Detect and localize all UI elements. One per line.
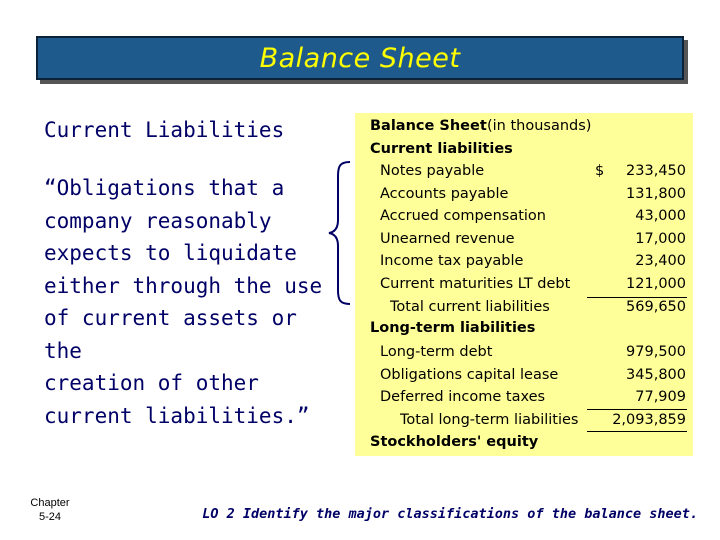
chapter-page: 5-24: [38, 511, 62, 523]
row-label: Accrued compensation: [380, 208, 546, 224]
current-liabilities-heading: Current Liabilities: [44, 118, 285, 142]
definition-line: company reasonably: [44, 208, 272, 233]
table-row: [355, 344, 693, 366]
row-amount: 233,450: [626, 163, 686, 179]
table-row: [355, 186, 693, 208]
row-amount: 979,500: [626, 344, 686, 360]
table-row: [355, 389, 693, 411]
equity-heading-label: Stockholders' equity: [370, 434, 539, 450]
header-sub: (in thousands): [487, 118, 592, 134]
total-amount: 569,650: [626, 299, 686, 315]
total-row: [355, 299, 693, 321]
table-row: [355, 231, 693, 253]
table-row: [355, 253, 693, 275]
row-label: Income tax payable: [380, 253, 524, 269]
row-amount: 121,000: [626, 276, 686, 292]
table-row: [355, 208, 693, 230]
definition-line: creation of other: [44, 371, 259, 395]
row-label: Obligations capital lease: [380, 367, 559, 383]
total-underline: [587, 297, 687, 298]
definition-line: either through the use: [44, 273, 323, 298]
current-heading-label: Current liabilities: [370, 141, 513, 157]
table-row: [355, 367, 693, 389]
balance-sheet-panel: [355, 113, 693, 456]
total-amount: 2,093,859: [612, 412, 686, 428]
chapter-label: [18, 496, 82, 524]
definition-line: current liabilities.”: [44, 403, 310, 428]
table-row: [355, 276, 693, 298]
total-underline: [587, 409, 687, 410]
chapter-word: Chapter: [30, 497, 70, 509]
row-label: Unearned revenue: [380, 231, 515, 247]
currency-symbol: $: [595, 163, 605, 179]
definition-line: “Obligations that a: [44, 176, 285, 200]
section-heading-current: [355, 141, 693, 163]
row-label: Long-term debt: [380, 344, 493, 360]
definition-text: [44, 172, 344, 432]
total-label: Total long-term liabilities: [400, 412, 579, 428]
row-amount: 131,800: [626, 186, 686, 202]
balance-sheet-header: [355, 118, 693, 140]
row-label: Accounts payable: [380, 186, 509, 202]
learning-objective: LO 2 Identify the major classifications of the balance sheet.: [202, 506, 698, 522]
row-label: Notes payable: [380, 163, 485, 179]
slide-title: Balance Sheet: [259, 43, 461, 74]
row-amount: 345,800: [626, 367, 686, 383]
section-heading-longterm: [355, 320, 693, 342]
curly-brace-icon: [326, 160, 352, 306]
definition-line: of current assets or the: [44, 306, 297, 363]
header-main: Balance Sheet: [370, 118, 487, 134]
title-bar: [36, 36, 684, 80]
total-label: Total current liabilities: [390, 299, 550, 315]
section-heading-equity: [355, 434, 693, 456]
row-amount: 43,000: [635, 208, 686, 224]
row-amount: 23,400: [635, 253, 686, 269]
definition-line: expects to liquidate: [44, 241, 297, 265]
row-label: Current maturities LT debt: [380, 276, 571, 292]
row-amount: 77,909: [635, 389, 686, 405]
row-label: Deferred income taxes: [380, 389, 546, 405]
total-underline: [587, 431, 687, 432]
longterm-heading-label: Long-term liabilities: [370, 320, 536, 336]
row-amount: 17,000: [635, 231, 686, 247]
table-row: [355, 163, 693, 185]
